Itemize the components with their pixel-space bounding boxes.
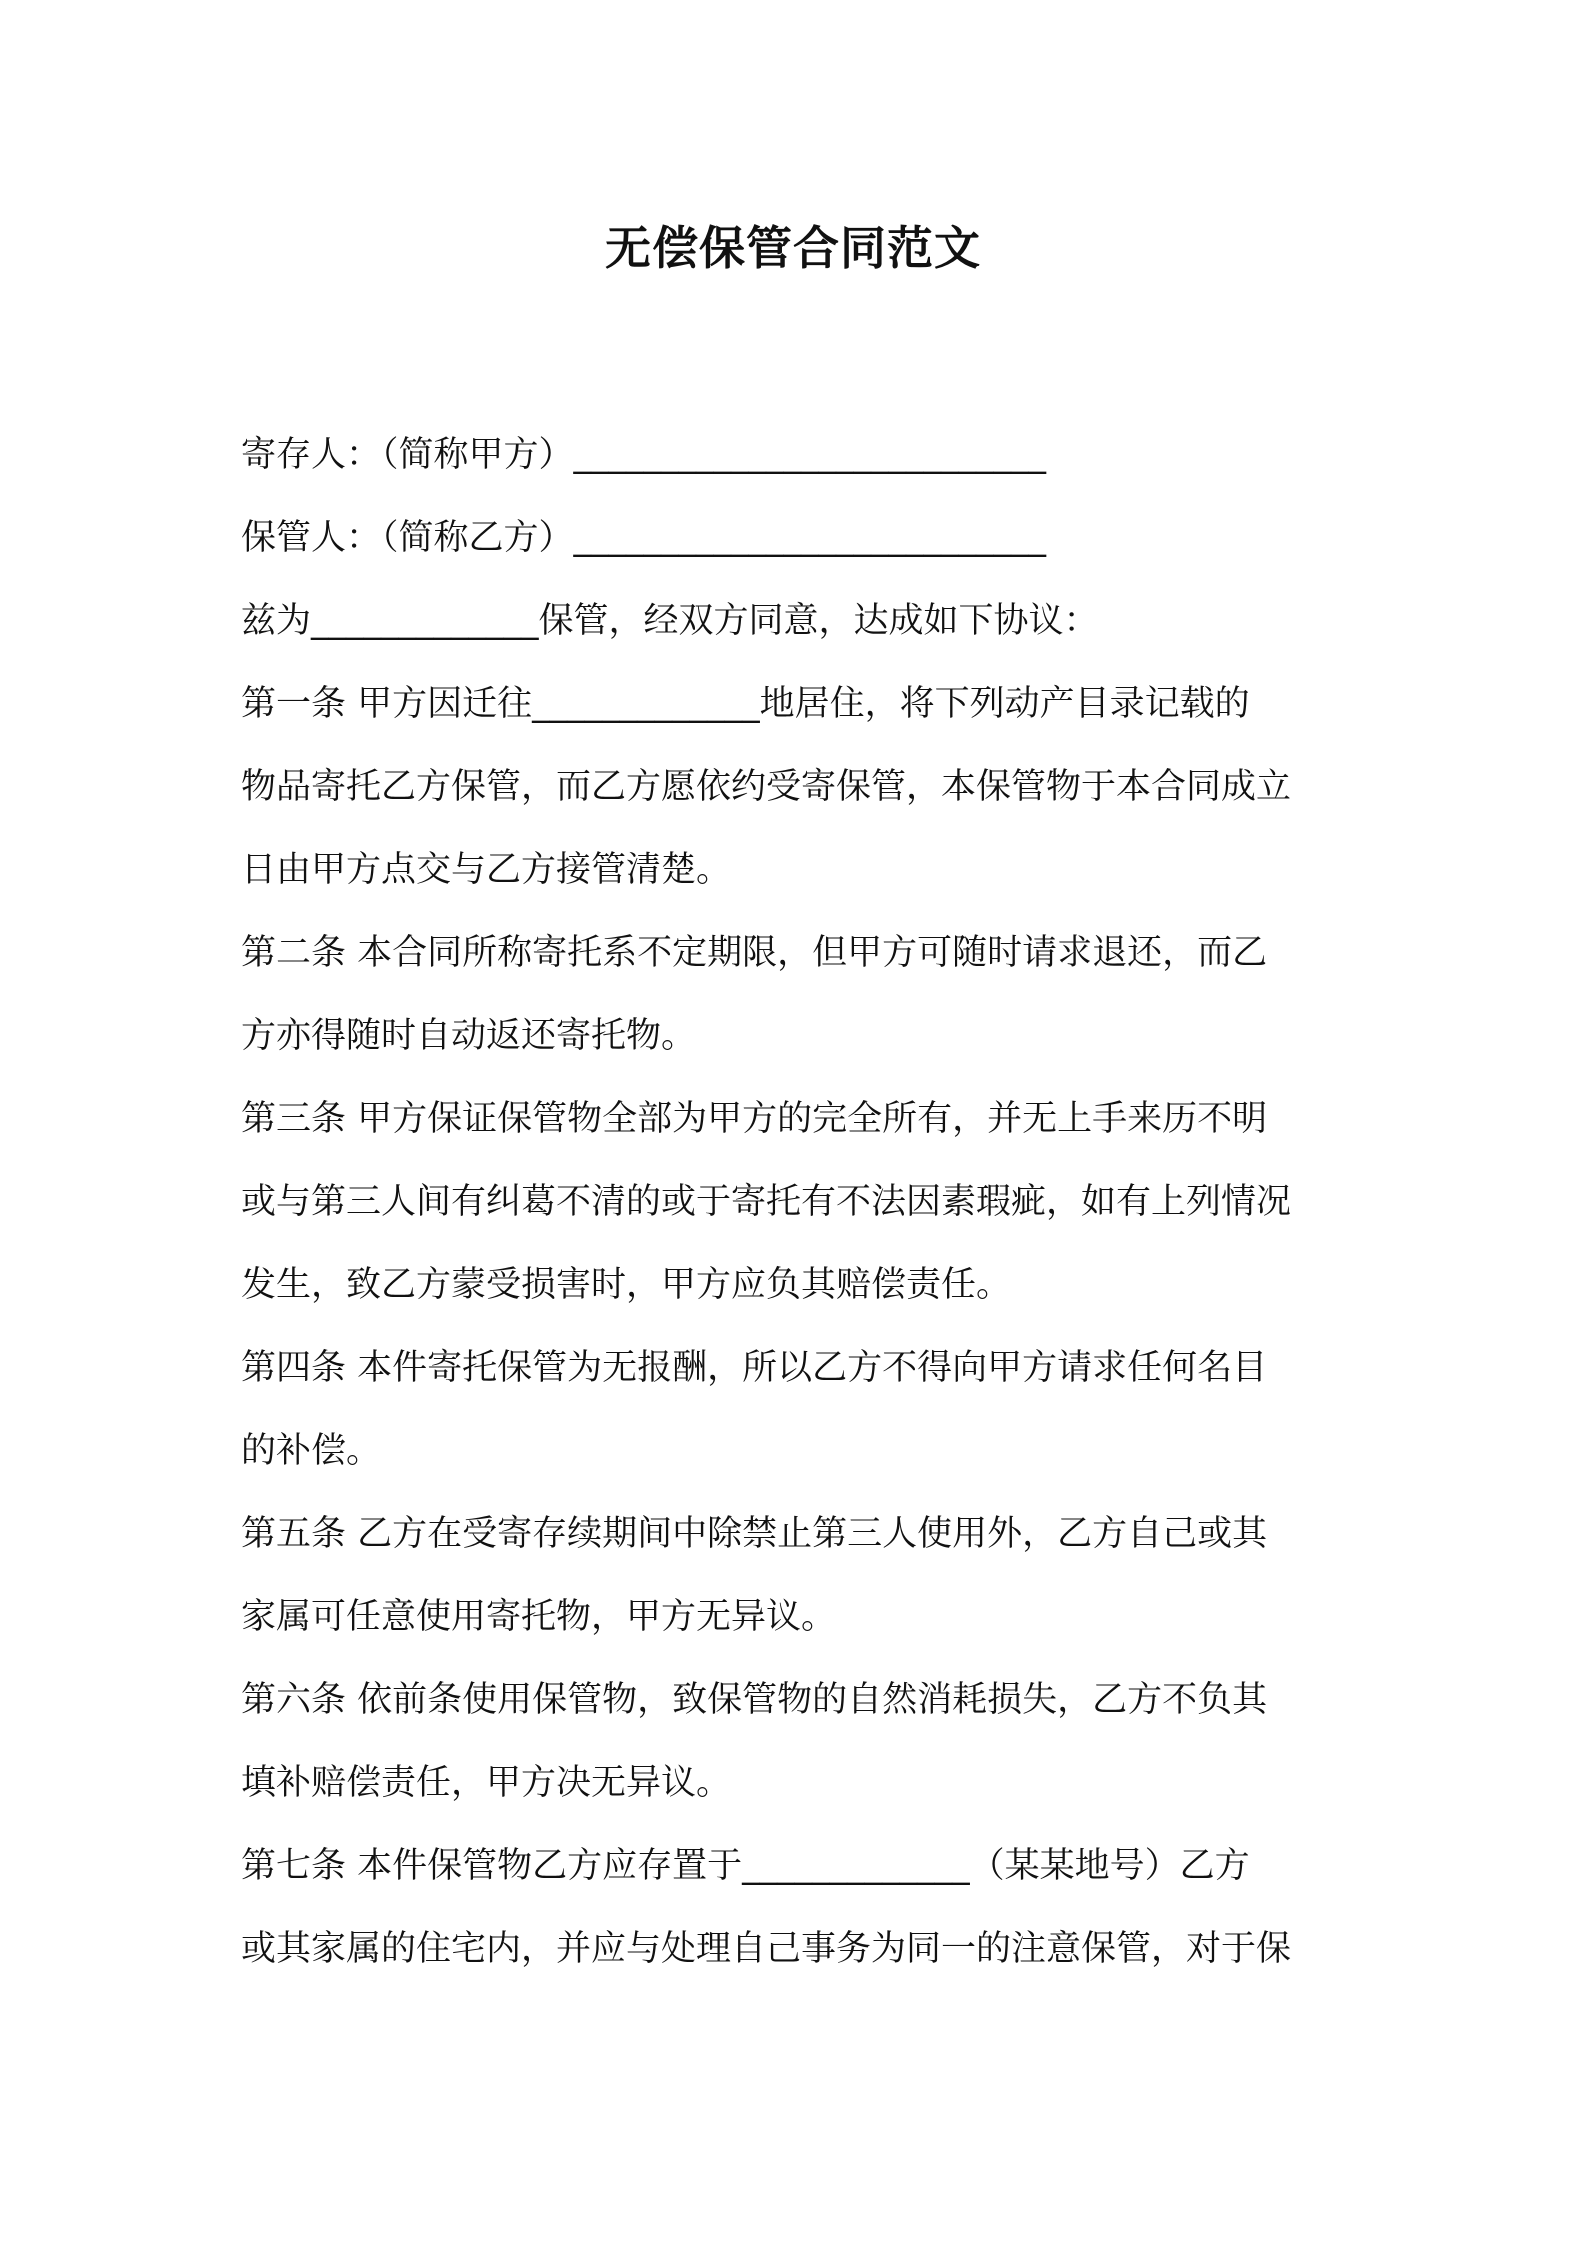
document-body <box>241 414 1361 1991</box>
article-7-line-2: 或其家属的住宅内，并应与处理自己事务为同一的注意保管，对于保 <box>241 1929 1292 1969</box>
article-5-line-2: 家属可任意使用寄托物，甲方无异议。 <box>241 1597 837 1637</box>
depositor-line: 寄存人：（简称甲方）___________________________ <box>241 435 1047 475</box>
article-3-line-2: 或与第三人间有纠葛不清的或于寄托有不法因素瑕疵，如有上列情况 <box>241 1182 1292 1222</box>
article-4-line-1: 第四条 本件寄托保管为无报酬，所以乙方不得向甲方请求任何名目 <box>241 1348 1268 1388</box>
preamble-line: 兹为_____________保管，经双方同意，达成如下协议： <box>241 601 1099 641</box>
article-2-line-1: 第二条 本合同所称寄托系不定期限，但甲方可随时请求退还，而乙 <box>241 933 1268 973</box>
article-3-line-1: 第三条 甲方保证保管物全部为甲方的完全所有，并无上手来历不明 <box>241 1099 1268 1139</box>
custodian-line: 保管人：（简称乙方）___________________________ <box>241 518 1047 558</box>
article-1-line-1: 第一条 甲方因迁往_____________地居住，将下列动产目录记载的 <box>241 684 1250 724</box>
article-4-line-2: 的补偿。 <box>241 1431 382 1471</box>
document-title: 无偿保管合同范文 <box>605 221 981 275</box>
article-2-line-2: 方亦得随时自动返还寄托物。 <box>241 1016 697 1056</box>
article-3-line-3: 发生，致乙方蒙受损害时，甲方应负其赔偿责任。 <box>241 1265 1012 1305</box>
article-1-line-3: 日由甲方点交与乙方接管清楚。 <box>241 850 732 890</box>
article-5-line-1: 第五条 乙方在受寄存续期间中除禁止第三人使用外，乙方自己或其 <box>241 1514 1268 1554</box>
article-6-line-1: 第六条 依前条使用保管物，致保管物的自然消耗损失，乙方不负其 <box>241 1680 1268 1720</box>
article-1-line-2: 物品寄托乙方保管，而乙方愿依约受寄保管，本保管物于本合同成立 <box>241 767 1292 807</box>
article-7-line-1: 第七条 本件保管物乙方应存置于_____________（某某地号）乙方 <box>241 1846 1250 1886</box>
article-6-line-2: 填补赔偿责任，甲方决无异议。 <box>241 1763 732 1803</box>
